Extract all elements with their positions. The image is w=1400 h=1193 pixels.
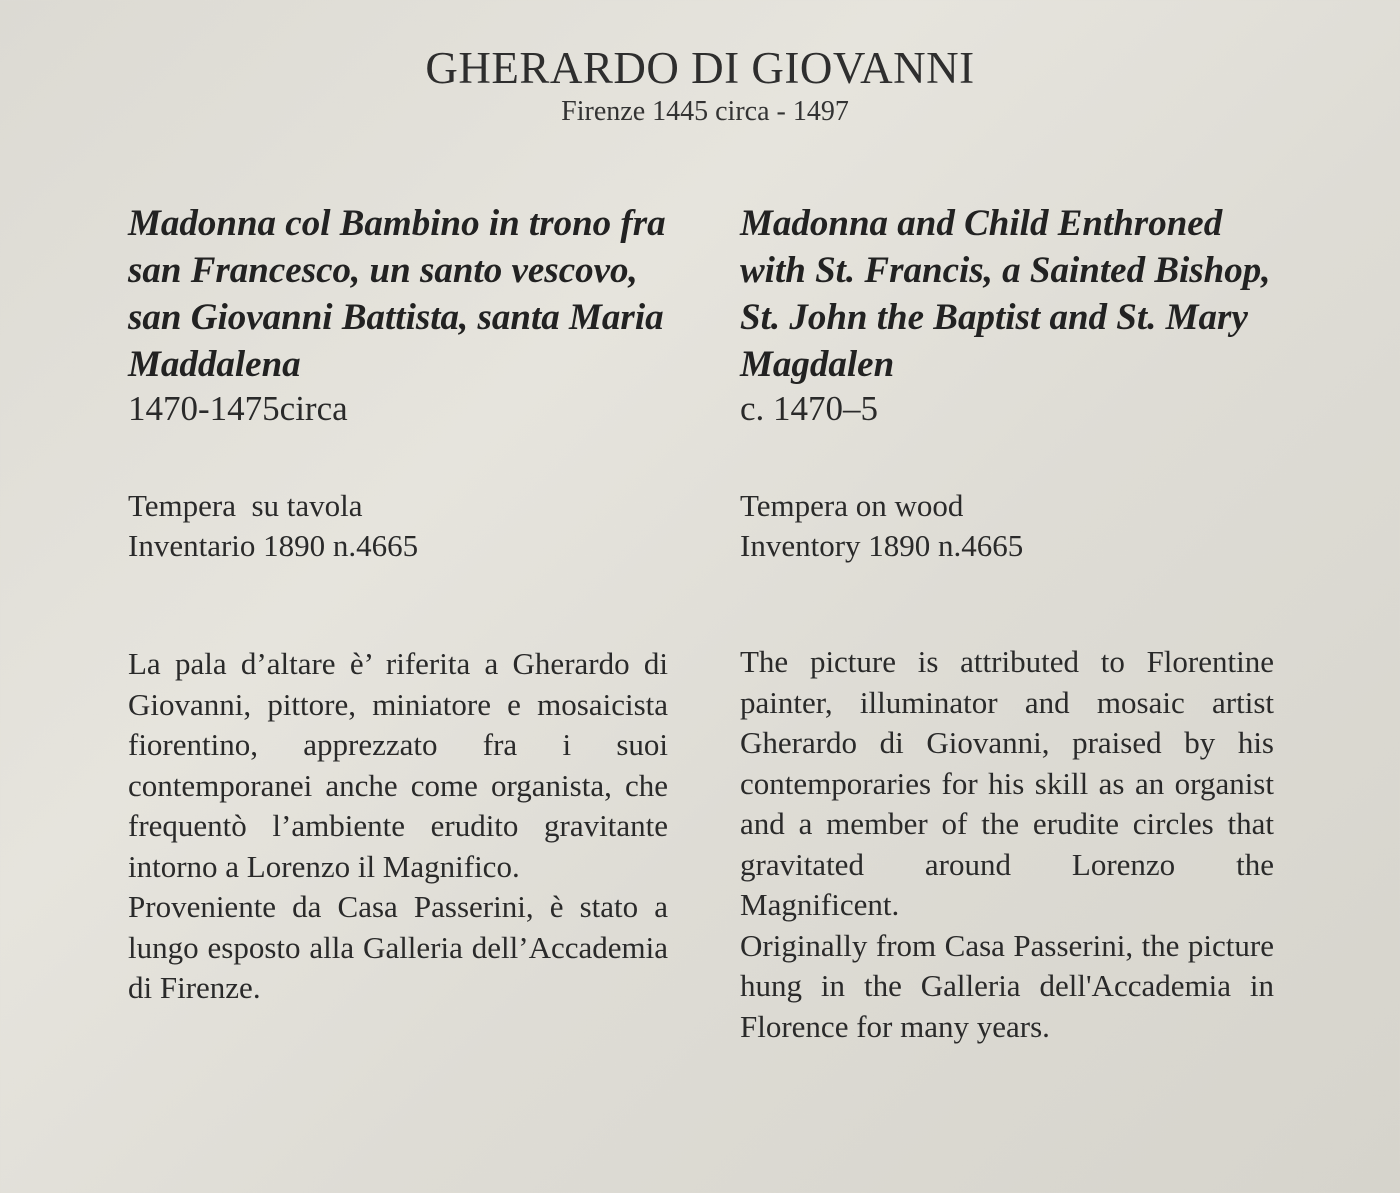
english-paragraph-1: The picture is attributed to Florentine painter, illuminator and mosaic artist Gherardo di Giovanni, praised by his contemporaries for his skill as an organist and a member of the erudite circles that gravitated around Lorenzo the Magnificent. <box>740 644 1274 922</box>
italian-description <box>128 644 668 1009</box>
italian-column <box>128 200 668 1009</box>
italian-paragraph-2: Proveniente da Casa Passerini, è stato a lungo esposto alla Galleria dell’Accademia di Firenze. <box>128 889 668 1005</box>
english-description <box>740 642 1274 1047</box>
english-date: c. 1470–5 <box>740 389 879 428</box>
english-inventory: Inventory 1890 n.4665 <box>740 528 1024 563</box>
english-title: Madonna and Child Enthroned with St. Francis, a Sainted Bishop, St. John the Baptist and St. Mary Magdalen <box>740 203 1271 385</box>
italian-medium: Tempera su tavola <box>128 488 363 523</box>
italian-medium-block <box>128 486 668 566</box>
artist-name: GHERARDO DI GIOVANNI <box>425 43 975 93</box>
italian-date: 1470-1475circa <box>128 389 348 428</box>
italian-title: Madonna col Bambino in trono fra san Francesco, un santo vescovo, san Giovanni Battista, santa Maria Maddalena <box>128 203 666 385</box>
english-medium-block <box>740 486 1274 566</box>
italian-inventory: Inventario 1890 n.4665 <box>128 528 419 563</box>
artist-dates: Firenze 1445 circa - 1497 <box>561 96 849 127</box>
italian-paragraph-1: La pala d’altare è’ riferita a Gherardo di Giovanni, pittore, miniatore e mosaicista fiorentino, apprezzato fra i suoi contemporanei anche come organista, che frequentò l’ambiente erudito gravitante intorno a Lorenzo il Magnifico. <box>128 646 668 884</box>
english-medium: Tempera on wood <box>740 488 964 523</box>
english-paragraph-2: Originally from Casa Passerini, the picture hung in the Galleria dell'Accademia in Florence for many years. <box>740 927 1274 1044</box>
english-column <box>740 200 1274 1047</box>
